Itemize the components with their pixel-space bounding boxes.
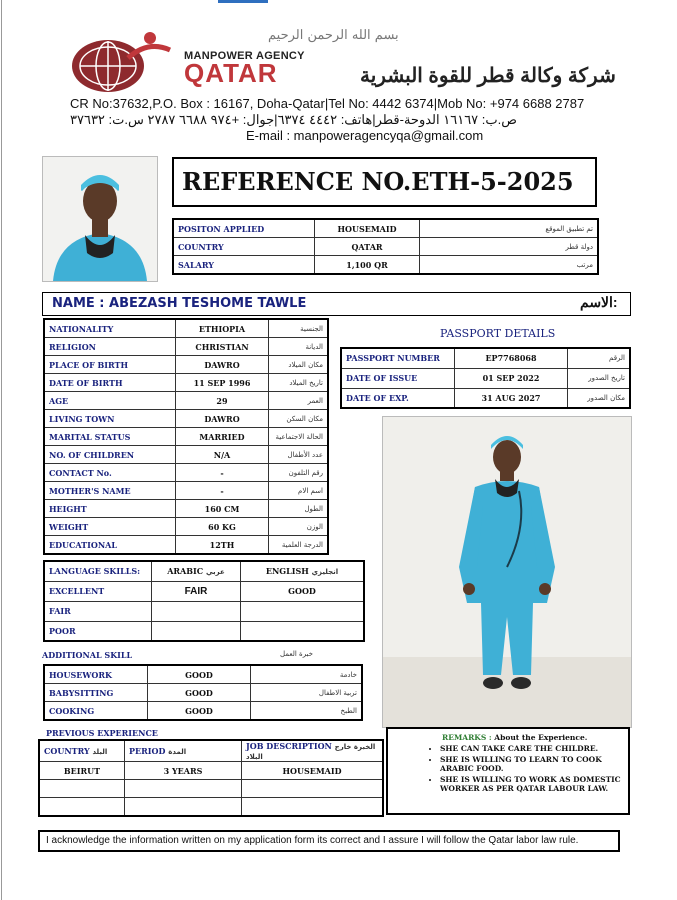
personal-row <box>44 392 328 410</box>
personal-value: - <box>176 482 269 500</box>
passport-value: EP7768068 <box>455 348 568 368</box>
personal-value: CHRISTIAN <box>176 338 269 356</box>
passport-row <box>341 388 630 408</box>
job-label: COUNTRY <box>173 238 315 256</box>
personal-label-arabic: عدد الأطفال <box>269 446 329 464</box>
reference-number: REFERENCE NO.ETH-5-2025 <box>172 157 597 207</box>
language-level-row <box>44 581 364 601</box>
acknowledgement-statement: I acknowledge the information written on my application form its correct and I assure I will follow the Qatar labor law rule. <box>38 830 620 852</box>
job-description-header-label: JOB DESCRIPTION <box>246 741 332 751</box>
applicant-photo-small <box>42 156 158 282</box>
personal-value: 29 <box>176 392 269 410</box>
applicant-name: NAME : ABEZASH TESHOME TAWLE <box>52 296 307 311</box>
level-label: FAIR <box>44 601 152 621</box>
skill-row <box>44 702 362 721</box>
personal-row <box>44 410 328 428</box>
passport-value: 31 AUG 2027 <box>455 388 568 408</box>
skill-value: GOOD <box>148 702 251 721</box>
english-column-label: ENGLISH <box>265 566 309 577</box>
top-accent-bar <box>218 0 268 3</box>
language-header-row <box>44 561 364 581</box>
empty-cell <box>39 780 125 798</box>
experience-country: BEIRUT <box>39 762 125 780</box>
contact-email: E-mail : manpoweragencyqa@gmail.com <box>246 128 484 143</box>
personal-row <box>44 319 328 338</box>
job-label-arabic: مرتب <box>420 256 599 275</box>
personal-row <box>44 464 328 482</box>
experience-row <box>39 798 383 817</box>
country-header-arabic: البلد <box>92 748 108 756</box>
job-row <box>173 256 598 275</box>
job-label: SALARY <box>173 256 315 275</box>
personal-row <box>44 374 328 392</box>
applicant-photo-full <box>382 416 632 728</box>
job-description-header <box>242 740 384 762</box>
personal-row <box>44 446 328 464</box>
remarks-heading <box>388 729 628 742</box>
agency-subtitle: MANPOWER AGENCY <box>184 50 305 62</box>
skill-row <box>44 665 362 684</box>
personal-label: MARITAL STATUS <box>44 428 176 446</box>
applicant-name-arabic: الاسم: <box>580 294 618 310</box>
personal-details-table <box>43 318 329 555</box>
personal-label-arabic: الديانة <box>269 338 329 356</box>
job-label-arabic: تم تطبيق الموقع <box>420 219 599 238</box>
job-label-arabic: دولة قطر <box>420 238 599 256</box>
personal-label-arabic: مكان الميلاد <box>269 356 329 374</box>
level-label: EXCELLENT <box>44 581 152 601</box>
job-value: HOUSEMAID <box>315 219 420 238</box>
page-edge-line <box>1 0 2 900</box>
empty-cell <box>39 798 125 817</box>
personal-label: HEIGHT <box>44 500 176 518</box>
skill-label: HOUSEWORK <box>44 665 148 684</box>
experience-table <box>38 739 384 817</box>
personal-row <box>44 500 328 518</box>
passport-table <box>340 347 631 409</box>
empty-cell <box>152 601 241 621</box>
remarks-item: • SHE IS WILLING TO LEARN TO COOK ARABIC FOOD. <box>440 755 628 773</box>
arabic-column-label: ARABIC <box>167 566 204 577</box>
period-header <box>125 740 242 762</box>
bismillah-calligraphy: بسم الله الرحمن الرحيم <box>268 28 399 43</box>
personal-row <box>44 356 328 374</box>
personal-value: 60 KG <box>176 518 269 536</box>
personal-label: WEIGHT <box>44 518 176 536</box>
english-column-header <box>241 561 365 581</box>
skill-value: GOOD <box>148 665 251 684</box>
personal-label-arabic: الوزن <box>269 518 329 536</box>
contact-line-arabic: ص.ب: ١٦١٦٧ الدوحة-قطر|هاتف: ٤٤٤٢ ٦٣٧٤|جوال: +٩٧٤ ٦٦٨٨ ٢٧٨٧ س.ت: ٣٧٦٣٢ <box>70 112 517 127</box>
country-header <box>39 740 125 762</box>
english-level-value: GOOD <box>241 581 365 601</box>
skill-label: BABYSITTING <box>44 684 148 702</box>
skill-label: COOKING <box>44 702 148 721</box>
personal-value: 12TH <box>176 536 269 555</box>
period-header-arabic: المدة <box>168 748 187 756</box>
personal-value: DAWRO <box>176 356 269 374</box>
additional-skill-title: ADDITIONAL SKILL <box>42 650 133 660</box>
passport-label-arabic: الرقم <box>568 348 631 368</box>
job-description-header-arabic: الخبرة خارج البلاد <box>246 743 376 761</box>
additional-skill-title-arabic: خبرة العمل <box>280 650 313 658</box>
passport-label-arabic: مكان الصدور <box>568 388 631 408</box>
arabic-level-value: FAIR <box>152 581 241 601</box>
passport-row <box>341 348 630 368</box>
experience-row <box>39 780 383 798</box>
job-label: POSITON APPLIED <box>173 219 315 238</box>
personal-value: 160 CM <box>176 500 269 518</box>
skill-label-arabic: الطبخ <box>251 702 363 721</box>
personal-row <box>44 338 328 356</box>
passport-label: DATE OF ISSUE <box>341 368 455 388</box>
personal-label-arabic: الطول <box>269 500 329 518</box>
language-level-row <box>44 601 364 621</box>
personal-label: NO. OF CHILDREN <box>44 446 176 464</box>
remarks-list <box>388 744 628 793</box>
personal-label: MOTHER'S NAME <box>44 482 176 500</box>
empty-cell <box>242 780 384 798</box>
previous-experience-title: PREVIOUS EXPERIENCE <box>46 728 158 738</box>
personal-value: N/A <box>176 446 269 464</box>
experience-header-row <box>39 740 383 762</box>
language-skills-label: LANGUAGE SKILLS: <box>44 561 152 581</box>
personal-value: 11 SEP 1996 <box>176 374 269 392</box>
remarks-item: • SHE CAN TAKE CARE THE CHILDRE. <box>440 744 628 753</box>
remarks-item: • SHE IS WILLING TO WORK AS DOMESTIC WORKER AS PER QATAR LABOUR LAW. <box>440 775 628 793</box>
job-value: 1,100 QR <box>315 256 420 275</box>
language-level-row <box>44 621 364 641</box>
experience-period: 3 YEARS <box>125 762 242 780</box>
empty-cell <box>152 621 241 641</box>
personal-label-arabic: الحالة الاجتماعية <box>269 428 329 446</box>
remarks-box <box>386 727 630 815</box>
skill-value: GOOD <box>148 684 251 702</box>
empty-cell <box>125 798 242 817</box>
personal-label: DATE OF BIRTH <box>44 374 176 392</box>
personal-label-arabic: تاريخ الميلاد <box>269 374 329 392</box>
skill-label-arabic: خادمة <box>251 665 363 684</box>
skill-label-arabic: تربية الاطفال <box>251 684 363 702</box>
personal-label-arabic: العمر <box>269 392 329 410</box>
personal-row <box>44 518 328 536</box>
language-skills-table <box>43 560 365 642</box>
personal-label: EDUCATIONAL <box>44 536 176 555</box>
arabic-column-header <box>152 561 241 581</box>
experience-row <box>39 762 383 780</box>
arabic-column-label-arabic: عربي <box>205 568 225 577</box>
personal-value: DAWRO <box>176 410 269 428</box>
personal-label-arabic: رقم التلفون <box>269 464 329 482</box>
skill-row <box>44 684 362 702</box>
job-value: QATAR <box>315 238 420 256</box>
level-label: POOR <box>44 621 152 641</box>
passport-value: 01 SEP 2022 <box>455 368 568 388</box>
personal-label: CONTACT No. <box>44 464 176 482</box>
personal-label: RELIGION <box>44 338 176 356</box>
remarks-title: REMARKS : <box>442 733 492 742</box>
empty-cell <box>242 798 384 817</box>
empty-cell <box>125 780 242 798</box>
passport-label-arabic: تاريخ الصدور <box>568 368 631 388</box>
job-row <box>173 238 598 256</box>
personal-row <box>44 482 328 500</box>
personal-value: ETHIOPIA <box>176 319 269 338</box>
agency-title: QATAR <box>184 58 278 88</box>
remarks-subtitle: About the Experience. <box>494 733 588 742</box>
agency-logo <box>68 28 178 103</box>
experience-job: HOUSEMAID <box>242 762 384 780</box>
country-header-label: COUNTRY <box>44 746 90 756</box>
personal-label-arabic: الجنسية <box>269 319 329 338</box>
personal-row <box>44 428 328 446</box>
personal-label-arabic: مكان السكن <box>269 410 329 428</box>
english-column-label-arabic: انجليزي <box>311 568 339 577</box>
passport-label: PASSPORT NUMBER <box>341 348 455 368</box>
empty-cell <box>241 621 365 641</box>
job-table <box>172 218 599 275</box>
personal-value: - <box>176 464 269 482</box>
period-header-label: PERIOD <box>129 746 166 756</box>
passport-label: DATE OF EXP. <box>341 388 455 408</box>
personal-label: LIVING TOWN <box>44 410 176 428</box>
job-row <box>173 219 598 238</box>
personal-value: MARRIED <box>176 428 269 446</box>
personal-label: PLACE OF BIRTH <box>44 356 176 374</box>
passport-row <box>341 368 630 388</box>
contact-line-english: CR No:37632,P.O. Box : 16167, Doha-Qatar|Tel No: 4442 6374|Mob No: +974 6688 2787 <box>70 96 585 111</box>
personal-label-arabic: الدرجة العلمية <box>269 536 329 555</box>
passport-section-title: PASSPORT DETAILS <box>440 327 556 340</box>
additional-skill-table <box>43 664 363 721</box>
personal-label: NATIONALITY <box>44 319 176 338</box>
personal-label: AGE <box>44 392 176 410</box>
personal-row <box>44 536 328 555</box>
personal-label-arabic: اسم الام <box>269 482 329 500</box>
empty-cell <box>241 601 365 621</box>
agency-title-arabic: شركة وكالة قطر للقوة البشرية <box>360 65 616 87</box>
